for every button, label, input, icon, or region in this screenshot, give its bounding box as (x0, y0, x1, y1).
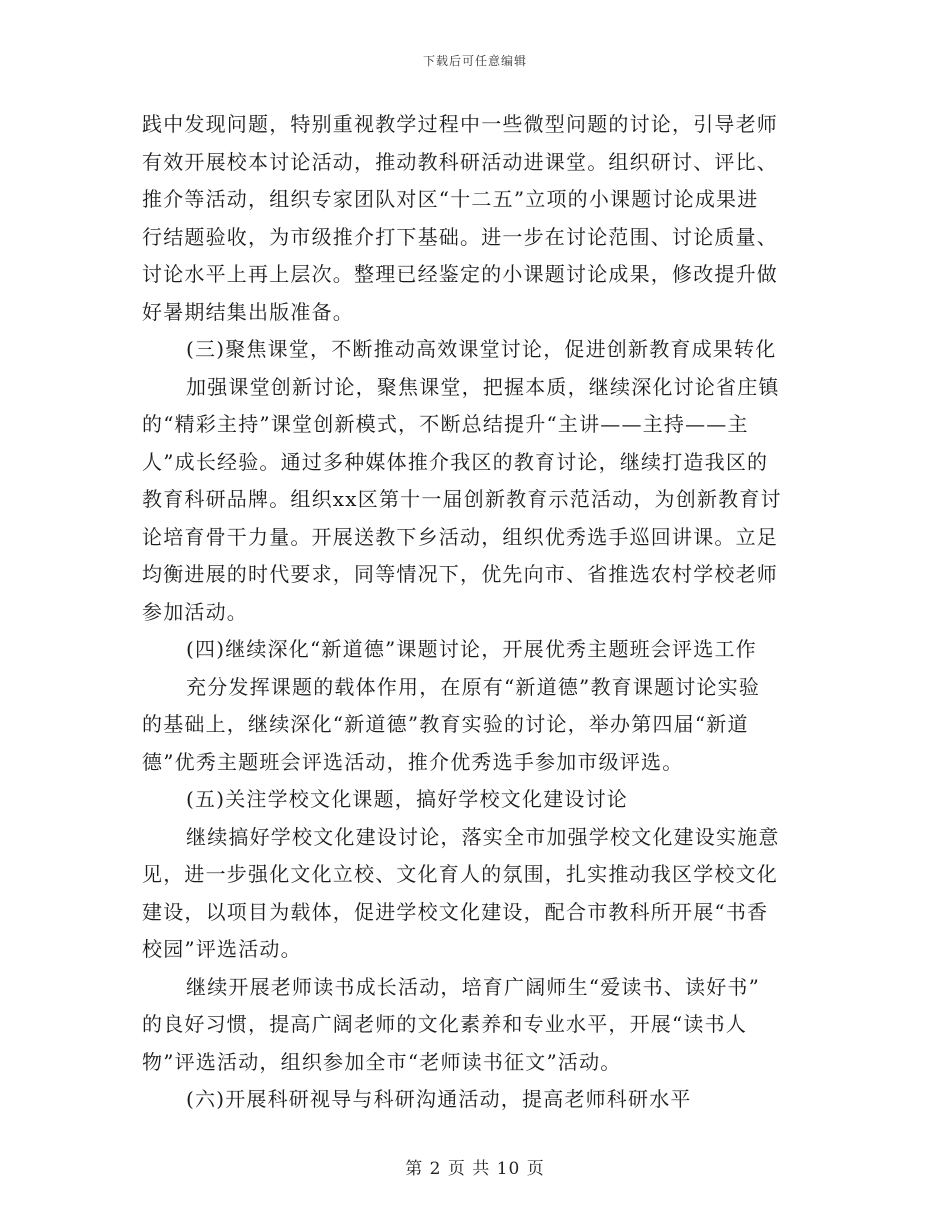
text-line: 加强课堂创新讨论，聚焦课堂，把握本质，继续深化讨论省庄镇 (186, 374, 780, 399)
text-line: 校园”评选活动。 (142, 937, 302, 961)
text-line: (四)继续深化“新道德”课题讨论，开展优秀主题班会评选工作 (186, 637, 757, 661)
text-line: 行结题验收，为市级推介打下基础。进一步在讨论范围、讨论质量、 (142, 224, 778, 249)
text-line: 推介等活动，组织专家团队对区“十二五”立项的小课题讨论成果进 (142, 187, 759, 211)
text-line: (六)开展科研视导与科研沟通活动，提高老师科研水平 (186, 1087, 692, 1111)
text-line: 见，进一步强化文化立校、文化育人的氛围，扎实推动我区学校文化 (142, 862, 778, 886)
text-line: 继续开展老师读书成长活动，培育广阔师生“爱读书、读好书” (186, 974, 761, 999)
text-line: 讨论水平上再上层次。整理已经鉴定的小课题讨论成果，修改提升做 (142, 262, 778, 286)
text-line: 践中发现问题，特别重视教学过程中一些微型问题的讨论，引导老师 (142, 112, 778, 136)
text-line: 教育科研品牌。组织xx区第十一届创新教育示范活动，为创新教育讨 (142, 487, 782, 511)
text-line: 参加活动。 (142, 599, 248, 624)
text-line: 好暑期结集出版准备。 (142, 299, 354, 324)
text-line: (五)关注学校文化课题，搞好学校文化建设讨论 (186, 787, 629, 811)
text-line: 的良好习惯，提高广阔老师的文化素养和专业水平，开展“读书人 (142, 1012, 748, 1036)
page-header: 下载后可任意编辑 (422, 54, 527, 68)
text-line: 的基础上，继续深化“新道德”教育实验的讨论，举办第四届“新道 (142, 712, 749, 736)
text-line: 继续搞好学校文化建设讨论，落实全市加强学校文化建设实施意 (186, 824, 780, 849)
text-line: 物”评选活动，组织参加全市“老师读书征文”活动。 (142, 1049, 622, 1074)
text-line: 人”成长经验。通过多种媒体推介我区的教育讨论，继续打造我区的 (142, 449, 769, 474)
page-number-footer: 第 2 页 共 10 页 (405, 1159, 545, 1179)
text-line: (三)聚焦课堂，不断推动高效课堂讨论，促进创新教育成果转化 (186, 337, 777, 361)
text-line: 均衡进展的时代要求，同等情况下，优先向市、省推选农村学校老师 (142, 562, 778, 586)
text-line: 论培育骨干力量。开展送教下乡活动，组织优秀选手巡回讲课。立足 (142, 524, 778, 549)
text-line: 德”优秀主题班会评选活动，推介优秀选手参加市级评选。 (142, 749, 684, 774)
text-line: 充分发挥课题的载体作用，在原有“新道德”教育课题讨论实验 (186, 674, 761, 699)
text-line: 有效开展校本讨论活动，推动教科研活动进课堂。组织研讨、评比、 (142, 149, 778, 174)
document-body (142, 106, 808, 1119)
text-line: 的“精彩主持”课堂创新模式，不断总结提升“主讲——主持——主 (142, 412, 749, 436)
text-line: 建设，以项目为载体，促进学校文化建设，配合市教科所开展“书香 (142, 899, 769, 924)
